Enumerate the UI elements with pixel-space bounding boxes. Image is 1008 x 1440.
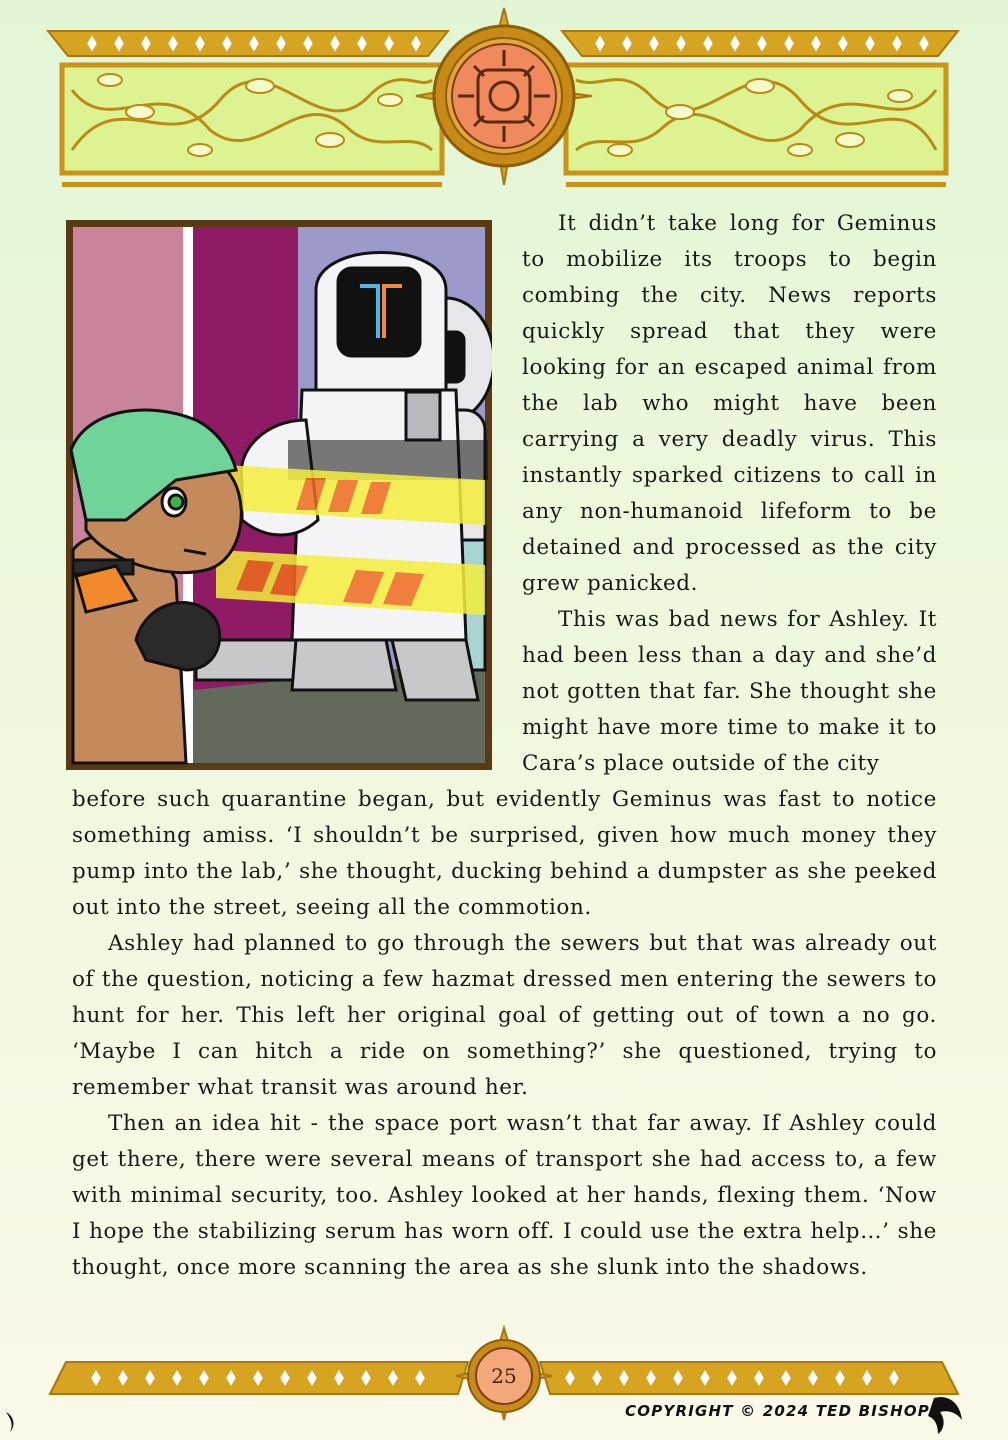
story-paragraph-1: It didn’t take long for Geminus to mobilize its troops to begin combing the city. News reports quickly spread that they were looking for an escaped animal from the lab who might have been carrying a very deadly virus. This instantly sparked citizens to call in any non-humanoid lifeform to be detained and processed as the city grew panicked. xyxy=(522,211,937,596)
copyright-notice: COPYRIGHT © 2024 TED BISHOP xyxy=(625,1402,930,1420)
story-paragraph-4: Then an idea hit - the space port wasn’t that far away. If Ashley could get there, there were several means of transport she had access to, a few with minimal security, too. Ashley looked at her hands, flexing them. ‘Now I hope the stabilizing serum has worn off. I could use the extra help…’ she thought, once more scanning the area as she slunk into the shadows. xyxy=(72,1111,937,1280)
bird-logo-icon xyxy=(928,1397,962,1434)
story-illustration xyxy=(66,220,492,770)
leaf-icon xyxy=(6,1412,13,1432)
page-number: 25 xyxy=(491,1364,517,1388)
header-ornament xyxy=(0,0,1008,195)
story-paragraph-2-continued: before such quarantine began, but evidently Geminus was fast to notice something amiss. ‘I shouldn’t be surprised, given how much money they pump into the lab,’ she thought, ducking behind a dumpster as she peeked out into the street, seeing all the commotion. xyxy=(72,787,937,920)
story-paragraph-2-start: This was bad news for Ashley. It had been less than a day and she’d not gotten that far. She thought she might have more time to make it to Cara’s place outside of the city xyxy=(522,607,937,776)
story-paragraph-3: Ashley had planned to go through the sewers but that was already out of the question, noticing a few hazmat dressed men entering the sewers to hunt for her. This left her original goal of getting out of town a no go. ‘Maybe I can hitch a ride on something?’ she questioned, trying to remember what transit was around her. xyxy=(72,931,937,1100)
